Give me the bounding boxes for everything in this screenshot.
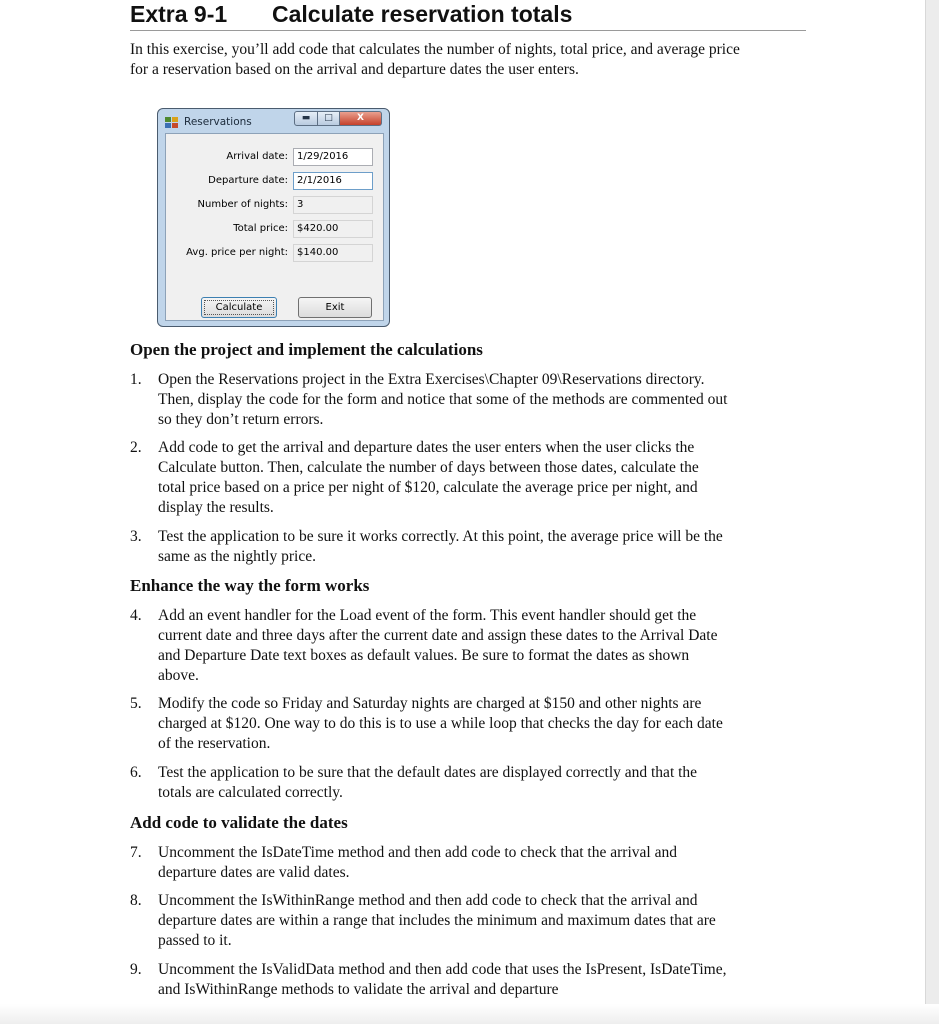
avg-price-label: Avg. price per night: xyxy=(186,247,288,258)
list-item: 6. Test the application to be sure that the default dates are displayed correctly and that the totals are calculated correctly. xyxy=(130,764,698,801)
page-edge-shadow xyxy=(925,0,939,1024)
avg-price-row xyxy=(166,244,383,264)
arrival-date-row xyxy=(166,148,383,168)
minimize-icon: ▬ xyxy=(294,111,318,126)
number-of-nights-field: 3 xyxy=(293,196,373,214)
close-icon: X xyxy=(340,111,382,126)
maximize-icon: □ xyxy=(318,111,340,126)
page-bottom-fade xyxy=(0,1004,939,1024)
total-price-label: Total price: xyxy=(233,223,288,234)
list-item: 8. Uncomment the IsWithinRange method and then add code to check that the arrival and departure dates are within a range that includes the minimum and maximum dates that are passed to it. xyxy=(130,892,716,949)
arrival-date-label: Arrival date: xyxy=(226,151,288,162)
number-of-nights-row xyxy=(166,196,383,216)
number-of-nights-label: Number of nights: xyxy=(197,199,288,210)
exit-button: Exit xyxy=(298,297,372,318)
list-item: 9. Uncomment the IsValidData method and then add code that uses the IsPresent, IsDateTime, and IsWithinRange methods to validate the arrival and departure xyxy=(130,961,727,998)
exercise-number: Extra 9-1 xyxy=(130,1,228,27)
window-title: Reservations xyxy=(184,116,252,128)
list-item: 7. Uncomment the IsDateTime method and then add code to check that the arrival and departure dates are valid dates. xyxy=(130,844,677,881)
list-item: 5. Modify the code so Friday and Saturday nights are charged at $150 and other nights are charged at $120. One way to do this is to use a while loop that checks the day for each date of the reservation. xyxy=(130,695,723,752)
intro-paragraph: In this exercise, you’ll add code that calculates the number of nights, total price, and average price for a reservation based on the arrival and departure dates the user enters. xyxy=(130,41,740,78)
list-item: 2. Add code to get the arrival and departure dates the user enters when the user clicks the Calculate button. Then, calculate the number of days between those dates, calculate the total price based on a price per night of $120, calculate the average price per night, and display the results. xyxy=(130,439,699,516)
calculate-button xyxy=(201,297,277,318)
exercise-title: Calculate reservation totals xyxy=(272,1,573,27)
departure-date-field: 2/1/2016 xyxy=(293,172,373,190)
window-controls xyxy=(294,111,382,127)
reservations-window-screenshot xyxy=(157,108,390,327)
list-item: 1. Open the Reservations project in the Extra Exercises\Chapter 09\Reservations directory. Then, display the code for the form and notice that some of the methods are commented out so they don’t return errors. xyxy=(130,371,728,428)
list-item: 4. Add an event handler for the Load event of the form. This event handler should get the current date and three days after the current date and assign these dates to the Arrival Date and Departure Date text boxes as default values. Be sure to format the dates as shown above. xyxy=(130,607,718,684)
section-heading: Enhance the way the form works xyxy=(130,576,370,595)
avg-price-field: $140.00 xyxy=(293,244,373,262)
form-client-area xyxy=(165,133,384,321)
section-heading: Open the project and implement the calculations xyxy=(130,340,483,359)
total-price-field: $420.00 xyxy=(293,220,373,238)
total-price-row xyxy=(166,220,383,240)
section-heading: Add code to validate the dates xyxy=(130,813,348,832)
departure-date-row xyxy=(166,172,383,192)
app-icon xyxy=(165,117,179,128)
exercise-heading xyxy=(130,0,806,31)
calculate-button-label: Calculate xyxy=(204,300,274,315)
list-item: 3. Test the application to be sure it works correctly. At this point, the average price will be the same as the nightly price. xyxy=(130,528,723,565)
arrival-date-field: 1/29/2016 xyxy=(293,148,373,166)
departure-date-label: Departure date: xyxy=(208,175,288,186)
